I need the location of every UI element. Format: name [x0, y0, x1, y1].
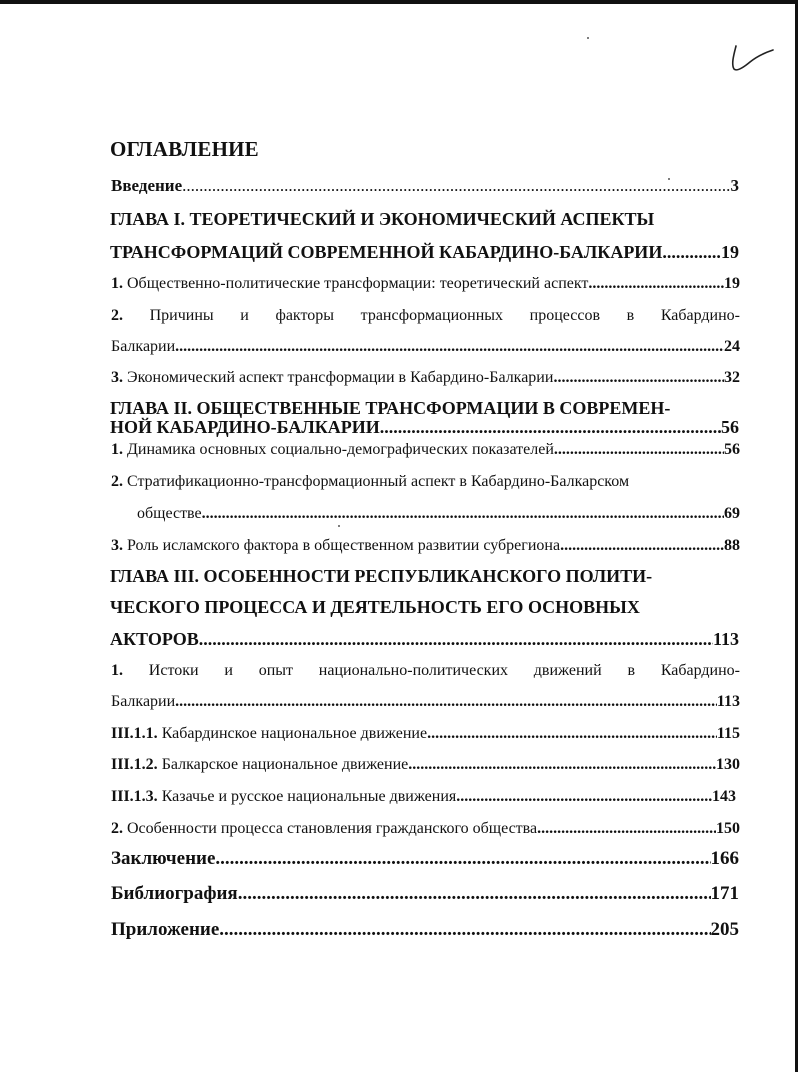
toc-entry-introduction[interactable] — [111, 174, 739, 198]
page-number: 166 — [710, 848, 739, 869]
page-number: 150 — [716, 820, 740, 837]
toc-entry-appendix[interactable] — [111, 918, 739, 942]
dot-leader — [182, 174, 730, 198]
page-number: 171 — [710, 883, 739, 904]
chapter-1-title-line2: ТРАНСФОРМАЦИЙ СОВРЕМЕННОЙ КАБАРДИНО-БАЛКАРИИ — [110, 242, 663, 262]
toc-entry-1-2-line1[interactable]: 2. Причины и факторы трансформационных процессов в Кабардино- — [111, 307, 741, 324]
dot-leader — [588, 272, 724, 296]
dot-leader — [199, 627, 713, 651]
toc-entry-chapter-1[interactable] — [110, 240, 739, 264]
chapter-2-title-line1: ГЛАВА II. ОБЩЕСТВЕННЫЕ ТРАНСФОРМАЦИИ В СОВРЕМЕН- — [110, 398, 671, 418]
toc-entry-1-2-line2[interactable] — [111, 335, 740, 359]
page-number: 113 — [712, 629, 739, 649]
toc-entry-chapter-2[interactable] — [110, 415, 739, 439]
dot-leader — [408, 753, 716, 777]
page-number: 115 — [716, 725, 740, 742]
page-number: 3 — [730, 176, 739, 195]
entry-label: 1. Общественно-политические трансформации: теоретический аспект — [111, 275, 589, 292]
chapter-3-title-line1: ГЛАВА III. ОСОБЕННОСТИ РЕСПУБЛИКАНСКОГО ПОЛИТИ- — [110, 566, 653, 586]
page-number: 24 — [724, 338, 740, 355]
page-number: 143 — [712, 788, 736, 805]
page-number: 19 — [721, 242, 739, 262]
dot-leader — [238, 882, 711, 906]
toc-entry-bibliography[interactable] — [111, 882, 739, 906]
dot-leader — [215, 847, 710, 871]
dot-leader — [554, 438, 724, 462]
toc-entry-2-2-line1[interactable]: 2. Стратификационно-трансформационный аспект в Кабардино-Балкарском — [111, 473, 630, 490]
entry-label: III.1.2. Балкарское национальное движение — [111, 756, 409, 773]
scan-speck — [587, 37, 589, 39]
toc-entry-1-3[interactable] — [111, 366, 740, 390]
toc-entry-chapter-3[interactable] — [110, 627, 739, 651]
toc-entry-conclusion[interactable] — [111, 847, 739, 871]
entry-label: обществе — [137, 505, 202, 522]
entry-label: III.1.3. Казачье и русское национальные движения — [111, 788, 457, 805]
toc-entry-3-1-3[interactable] — [111, 785, 736, 809]
entry-label: Балкарии — [111, 693, 176, 710]
dot-leader — [175, 690, 717, 714]
page-number: 69 — [724, 505, 740, 522]
scan-border-top — [0, 0, 798, 4]
entry-label: III.1.1. Кабардинское национальное движение — [111, 725, 428, 742]
chapter-3-title-line2: ЧЕСКОГО ПРОЦЕССА И ДЕЯТЕЛЬНОСТЬ ЕГО ОСНОВНЫХ — [110, 597, 640, 617]
toc-entry-2-2-line2[interactable] — [137, 502, 740, 526]
dot-leader — [537, 817, 716, 841]
page-number: 130 — [716, 756, 740, 773]
toc-entry-3-1-line1[interactable]: 1. Истоки и опыт национально-политических движений в Кабардино- — [111, 662, 741, 679]
entry-label: 3. Экономический аспект трансформации в Кабардино-Балкарии — [111, 369, 554, 386]
page-number: 88 — [724, 537, 740, 554]
dot-leader — [560, 534, 724, 558]
entry-label: Библиография — [111, 883, 238, 904]
dot-leader — [553, 366, 724, 390]
entry-label: Заключение — [111, 848, 216, 869]
toc-entry-3-1-1[interactable] — [111, 722, 740, 746]
entry-label: 3. Роль исламского фактора в общественном развитии субрегиона — [111, 537, 561, 554]
toc-entry-3-1-2[interactable] — [111, 753, 740, 777]
entry-label: 1. Динамика основных социально-демографических показателей — [111, 441, 554, 458]
handwritten-page-number — [728, 40, 776, 74]
toc-entry-2-3[interactable] — [111, 534, 740, 558]
entry-label: 2. Особенности процесса становления гражданского общества — [111, 820, 538, 837]
dot-leader — [456, 785, 712, 809]
page-number: 56 — [724, 441, 740, 458]
dot-leader — [175, 335, 724, 359]
entry-label: Приложение — [111, 919, 220, 940]
chapter-1-title-line1: ГЛАВА I. ТЕОРЕТИЧЕСКИЙ И ЭКОНОМИЧЕСКИЙ АСПЕКТЫ — [110, 209, 655, 229]
chapter-2-title-line2: НОЙ КАБАРДИНО-БАЛКАРИИ — [110, 417, 380, 437]
page-number: 113 — [716, 693, 740, 710]
dot-leader — [202, 502, 724, 526]
chapter-3-title-line3: АКТОРОВ — [110, 629, 199, 649]
dot-leader — [380, 415, 721, 439]
toc-entry-2-1[interactable] — [111, 438, 740, 462]
entry-label: Балкарии — [111, 338, 176, 355]
toc-entry-1-1[interactable] — [111, 272, 740, 296]
toc-heading: ОГЛАВЛЕНИЕ — [110, 137, 259, 161]
toc-entry-3-2[interactable] — [111, 817, 740, 841]
dot-leader — [427, 722, 717, 746]
page-number: 32 — [724, 369, 740, 386]
page-number: 19 — [724, 275, 740, 292]
page-number: 205 — [710, 919, 739, 940]
dot-leader — [219, 918, 710, 942]
toc-entry-3-1-line2[interactable] — [111, 690, 740, 714]
entry-label: Введение — [111, 176, 183, 195]
page-number: 56 — [721, 417, 739, 437]
dot-leader — [662, 240, 721, 264]
